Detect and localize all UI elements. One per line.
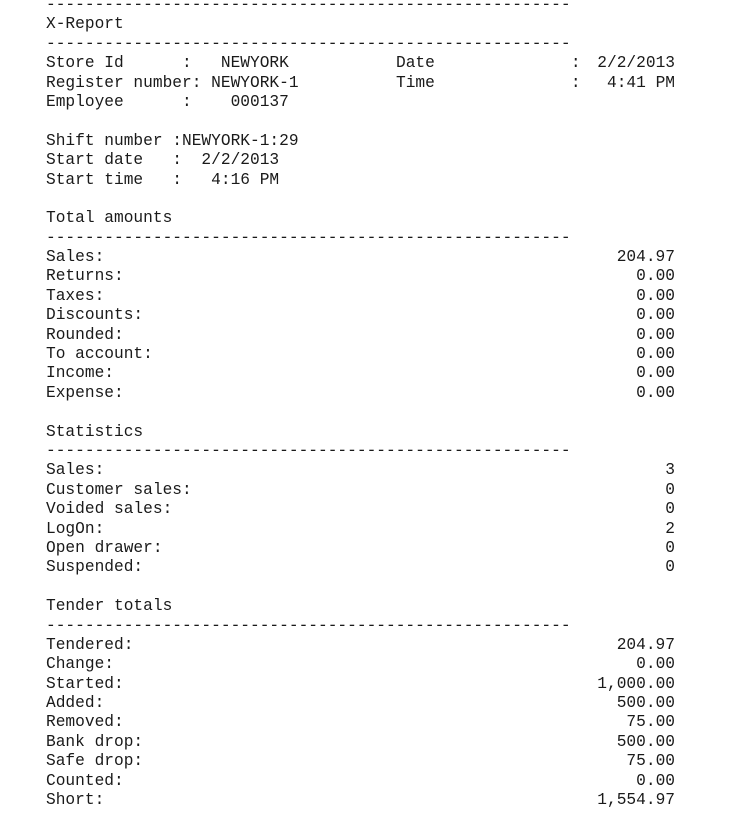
time-colon: : [570,73,581,92]
row-value: 204.97 [616,248,675,267]
employee: Employee : 000137 [46,92,289,111]
list-item [46,675,675,694]
row-value: 3 [665,461,675,480]
row-value: 204.97 [616,635,675,654]
list-item [46,733,675,752]
header-row-store [46,54,686,73]
list-item [46,558,675,577]
x-report-receipt [46,0,686,810]
list-item [46,345,675,364]
row-label: Counted: [46,771,124,790]
row-value: 0.00 [636,325,675,344]
row-value: 500.00 [616,694,675,713]
row-value: 75.00 [626,713,675,732]
row-label: Expense: [46,383,124,402]
row-value: 0.00 [636,267,675,286]
row-label: Income: [46,364,114,383]
list-item [46,772,675,791]
row-label: Removed: [46,713,124,732]
register-number: Register number: NEWYORK-1 [46,73,299,92]
list-item [46,539,675,558]
row-value: 0.00 [636,364,675,383]
shift-number: Shift number :NEWYORK-1:29 [46,131,299,150]
row-value: 0 [665,538,675,557]
list-item [46,384,675,403]
row-label: To account: [46,345,153,364]
row-value: 0.00 [636,306,675,325]
time-value: 4:41 PM [607,73,675,92]
date-label: Date [396,54,435,73]
row-label: Voided sales: [46,500,173,519]
date-colon: : [570,54,581,73]
row-label: Sales: [46,461,105,480]
row-value: 0 [665,480,675,499]
row-label: Rounded: [46,325,124,344]
row-label: Short: [46,791,105,810]
row-value: 0.00 [636,345,675,364]
list-item [46,791,675,810]
row-value: 1,000.00 [597,674,675,693]
total-amounts-list [46,248,686,403]
section-heading-total-amounts: Total amounts [46,209,173,228]
list-item [46,287,675,306]
shift-start-time: Start time : 4:16 PM [46,170,280,189]
row-label: Added: [46,694,105,713]
row-label: Taxes: [46,286,105,305]
row-label: Change: [46,655,114,674]
section-heading-statistics: Statistics [46,422,144,441]
section-heading-tender-totals: Tender totals [46,597,173,616]
list-item [46,248,675,267]
list-item [46,500,675,519]
row-value: 500.00 [616,732,675,751]
row-value: 0.00 [636,655,675,674]
list-item [46,655,675,674]
list-item [46,694,675,713]
row-label: Tendered: [46,635,134,654]
time-label: Time [396,73,435,92]
row-label: Open drawer: [46,538,163,557]
row-value: 2 [665,519,675,538]
list-item [46,713,675,732]
separator-line: ------------------------------------------------------ [46,228,571,247]
row-label: Discounts: [46,306,144,325]
store-id: Store Id : NEWYORK [46,54,289,73]
list-item [46,326,675,345]
row-label: Returns: [46,267,124,286]
separator-line: ------------------------------------------------------ [46,441,571,460]
separator-line: ------------------------------------------------------ [46,0,571,14]
date-label-group [396,54,581,73]
report-title: X-Report [46,15,124,34]
row-label: Customer sales: [46,480,192,499]
tender-totals-list [46,636,686,811]
shift-start-date: Start date : 2/2/2013 [46,151,280,170]
row-value: 0.00 [636,286,675,305]
time-label-group [396,73,581,93]
row-value: 0.00 [636,771,675,790]
row-label: Sales: [46,248,105,267]
row-value: 1,554.97 [597,791,675,810]
row-value: 0 [665,500,675,519]
row-value: 0 [665,558,675,577]
row-label: LogOn: [46,519,105,538]
date-value: 2/2/2013 [597,54,675,73]
row-label: Suspended: [46,558,144,577]
row-value: 75.00 [626,752,675,771]
statistics-list [46,461,686,577]
row-label: Safe drop: [46,752,144,771]
row-label: Bank drop: [46,732,144,751]
list-item [46,364,675,383]
separator-line: ------------------------------------------------------ [46,616,571,635]
list-item [46,752,675,771]
list-item [46,636,675,655]
header-row-register [46,74,686,93]
separator-line: ------------------------------------------------------ [46,34,571,53]
list-item [46,267,675,286]
list-item [46,520,675,539]
list-item [46,306,675,325]
row-value: 0.00 [636,383,675,402]
list-item [46,461,675,480]
row-label: Started: [46,674,124,693]
list-item [46,481,675,500]
